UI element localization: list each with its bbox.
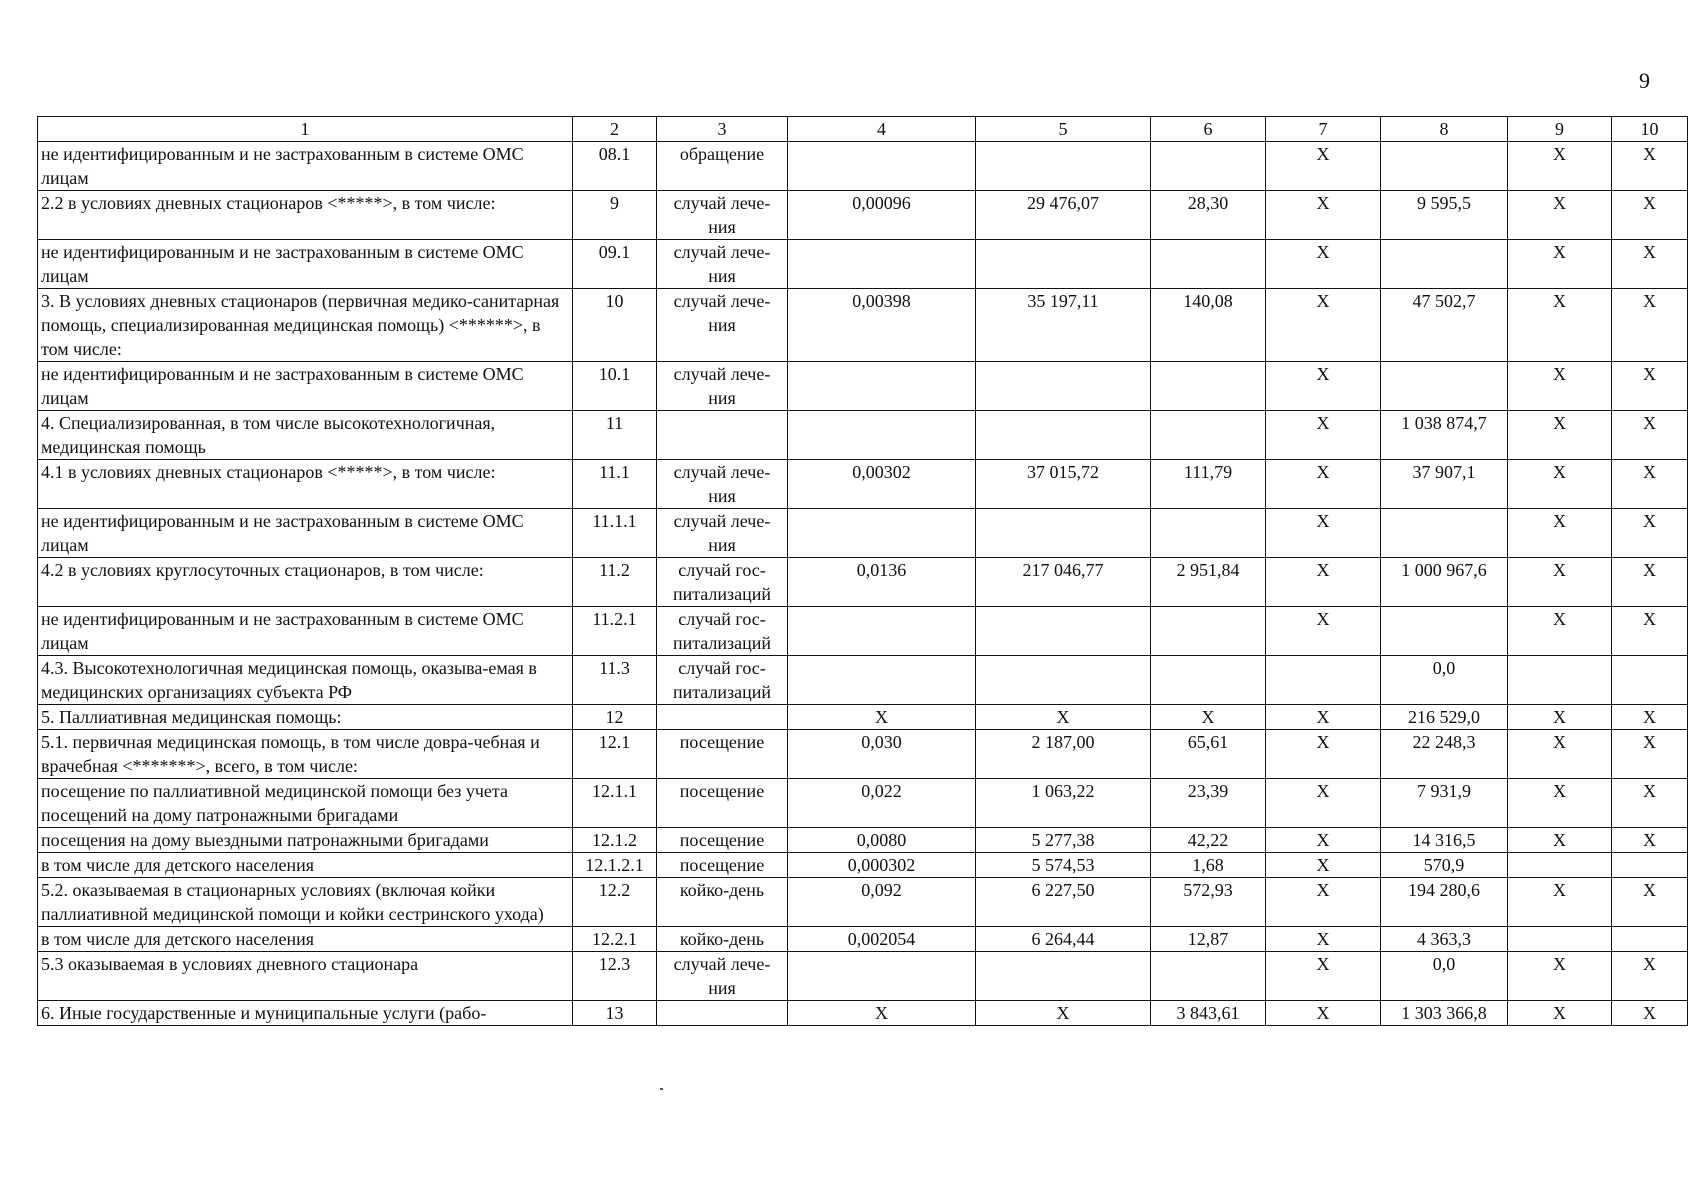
value-cell-4 <box>788 240 976 289</box>
row-name-cell: не идентифицированным и не застрахованным в системе ОМС лицам <box>38 142 573 191</box>
value-cell-5 <box>976 656 1151 705</box>
header-cell: 1 <box>38 117 573 142</box>
value-cell-6: 23,39 <box>1151 779 1266 828</box>
value-cell-9: X <box>1508 460 1612 509</box>
value-cell-4: 0,0136 <box>788 558 976 607</box>
value-cell-10: X <box>1612 142 1688 191</box>
value-cell-5 <box>976 362 1151 411</box>
header-cell: 3 <box>657 117 788 142</box>
table-header-row <box>38 117 1688 142</box>
row-name-cell: не идентифицированным и не застрахованным в системе ОМС лицам <box>38 240 573 289</box>
value-cell-10 <box>1612 853 1688 878</box>
value-cell-10: X <box>1612 289 1688 362</box>
value-cell-5: 35 197,11 <box>976 289 1151 362</box>
value-cell-9: X <box>1508 509 1612 558</box>
table-row <box>38 142 1688 191</box>
value-cell-10 <box>1612 656 1688 705</box>
value-cell-4 <box>788 952 976 1001</box>
value-cell-4: 0,00302 <box>788 460 976 509</box>
value-cell-4: 0,00398 <box>788 289 976 362</box>
row-code-cell: 9 <box>573 191 657 240</box>
row-unit-cell: случай лече-ния <box>657 362 788 411</box>
value-cell-10: X <box>1612 705 1688 730</box>
value-cell-6: X <box>1151 705 1266 730</box>
value-cell-4 <box>788 509 976 558</box>
value-cell-5: 1 063,22 <box>976 779 1151 828</box>
row-code-cell: 12.2 <box>573 878 657 927</box>
value-cell-9 <box>1508 853 1612 878</box>
value-cell-9: X <box>1508 878 1612 927</box>
value-cell-5: 2 187,00 <box>976 730 1151 779</box>
value-cell-8: 4 363,3 <box>1381 927 1508 952</box>
row-name-cell: посещения на дому выездными патронажными бригадами <box>38 828 573 853</box>
value-cell-7: X <box>1266 362 1381 411</box>
table-row <box>38 779 1688 828</box>
value-cell-4 <box>788 411 976 460</box>
value-cell-7: X <box>1266 558 1381 607</box>
row-code-cell: 11 <box>573 411 657 460</box>
value-cell-4: 0,030 <box>788 730 976 779</box>
value-cell-8: 194 280,6 <box>1381 878 1508 927</box>
table-row <box>38 656 1688 705</box>
value-cell-10: X <box>1612 779 1688 828</box>
value-cell-10: X <box>1612 362 1688 411</box>
row-name-cell: 5. Паллиативная медицинская помощь: <box>38 705 573 730</box>
table-row <box>38 952 1688 1001</box>
header-cell: 9 <box>1508 117 1612 142</box>
value-cell-5: 6 264,44 <box>976 927 1151 952</box>
value-cell-9: X <box>1508 362 1612 411</box>
value-cell-6: 65,61 <box>1151 730 1266 779</box>
value-cell-5 <box>976 142 1151 191</box>
row-code-cell: 11.1.1 <box>573 509 657 558</box>
value-cell-8 <box>1381 509 1508 558</box>
value-cell-8: 7 931,9 <box>1381 779 1508 828</box>
row-unit-cell: случай гос-питализаций <box>657 558 788 607</box>
value-cell-5 <box>976 509 1151 558</box>
header-cell: 8 <box>1381 117 1508 142</box>
row-name-cell: в том числе для детского населения <box>38 853 573 878</box>
value-cell-7: X <box>1266 289 1381 362</box>
value-cell-10: X <box>1612 730 1688 779</box>
value-cell-10: X <box>1612 191 1688 240</box>
value-cell-10: X <box>1612 878 1688 927</box>
value-cell-4: X <box>788 1001 976 1026</box>
value-cell-8: 9 595,5 <box>1381 191 1508 240</box>
value-cell-6: 12,87 <box>1151 927 1266 952</box>
value-cell-8 <box>1381 362 1508 411</box>
value-cell-8: 1 038 874,7 <box>1381 411 1508 460</box>
row-unit-cell: случай гос-питализаций <box>657 656 788 705</box>
header-cell: 10 <box>1612 117 1688 142</box>
row-code-cell: 09.1 <box>573 240 657 289</box>
row-name-cell: 5.1. первичная медицинская помощь, в том числе довра-чебная и врачебная <*******>, всего, в том числе: <box>38 730 573 779</box>
value-cell-7: X <box>1266 240 1381 289</box>
value-cell-7: X <box>1266 191 1381 240</box>
row-name-cell: 4. Специализированная, в том числе высокотехнологичная, медицинская помощь <box>38 411 573 460</box>
table-row <box>38 558 1688 607</box>
value-cell-6: 28,30 <box>1151 191 1266 240</box>
value-cell-9 <box>1508 656 1612 705</box>
row-unit-cell: случай лече-ния <box>657 240 788 289</box>
row-name-cell: 4.3. Высокотехнологичная медицинская помощь, оказыва-емая в медицинских организациях субъекта РФ <box>38 656 573 705</box>
row-name-cell: 5.2. оказываемая в стационарных условиях (включая койки паллиативной медицинской помощи и койки сестринского ухода) <box>38 878 573 927</box>
value-cell-8: 14 316,5 <box>1381 828 1508 853</box>
value-cell-6 <box>1151 656 1266 705</box>
table-row <box>38 460 1688 509</box>
value-cell-7: X <box>1266 730 1381 779</box>
row-code-cell: 12.1.2.1 <box>573 853 657 878</box>
row-name-cell: не идентифицированным и не застрахованным в системе ОМС лицам <box>38 607 573 656</box>
value-cell-8 <box>1381 142 1508 191</box>
value-cell-6 <box>1151 952 1266 1001</box>
value-cell-9: X <box>1508 952 1612 1001</box>
value-cell-6: 140,08 <box>1151 289 1266 362</box>
value-cell-10: X <box>1612 952 1688 1001</box>
row-name-cell: 4.2 в условиях круглосуточных стационаров, в том числе: <box>38 558 573 607</box>
value-cell-9: X <box>1508 1001 1612 1026</box>
table-row <box>38 240 1688 289</box>
value-cell-6 <box>1151 362 1266 411</box>
row-name-cell: 3. В условиях дневных стационаров (первичная медико-санитарная помощь, специализированная медицинская помощь) <******>, в том числе: <box>38 289 573 362</box>
table-row <box>38 730 1688 779</box>
value-cell-10: X <box>1612 828 1688 853</box>
row-code-cell: 12.1.2 <box>573 828 657 853</box>
value-cell-9: X <box>1508 558 1612 607</box>
table-row <box>38 362 1688 411</box>
scan-speck <box>660 1088 663 1090</box>
value-cell-6: 111,79 <box>1151 460 1266 509</box>
row-name-cell: 4.1 в условиях дневных стационаров <*****>, в том числе: <box>38 460 573 509</box>
value-cell-10: X <box>1612 558 1688 607</box>
value-cell-10: X <box>1612 240 1688 289</box>
row-name-cell: не идентифицированным и не застрахованным в системе ОМС лицам <box>38 362 573 411</box>
value-cell-8: 0,0 <box>1381 656 1508 705</box>
value-cell-8: 1 000 967,6 <box>1381 558 1508 607</box>
value-cell-5: 5 277,38 <box>976 828 1151 853</box>
value-cell-8: 570,9 <box>1381 853 1508 878</box>
value-cell-7: X <box>1266 607 1381 656</box>
header-cell: 6 <box>1151 117 1266 142</box>
value-cell-9: X <box>1508 191 1612 240</box>
value-cell-8: 22 248,3 <box>1381 730 1508 779</box>
row-code-cell: 11.2 <box>573 558 657 607</box>
header-cell: 2 <box>573 117 657 142</box>
value-cell-6 <box>1151 509 1266 558</box>
value-cell-6: 2 951,84 <box>1151 558 1266 607</box>
value-cell-4: 0,002054 <box>788 927 976 952</box>
value-cell-6 <box>1151 411 1266 460</box>
row-code-cell: 10 <box>573 289 657 362</box>
row-unit-cell: посещение <box>657 779 788 828</box>
header-cell: 7 <box>1266 117 1381 142</box>
value-cell-5: 217 046,77 <box>976 558 1151 607</box>
value-cell-9: X <box>1508 411 1612 460</box>
row-code-cell: 12.1.1 <box>573 779 657 828</box>
value-cell-9 <box>1508 927 1612 952</box>
row-unit-cell: посещение <box>657 828 788 853</box>
table-row <box>38 828 1688 853</box>
row-name-cell: 2.2 в условиях дневных стационаров <*****>, в том числе: <box>38 191 573 240</box>
value-cell-5 <box>976 411 1151 460</box>
value-cell-4: 0,092 <box>788 878 976 927</box>
value-cell-7: X <box>1266 705 1381 730</box>
value-cell-4: 0,000302 <box>788 853 976 878</box>
value-cell-6: 572,93 <box>1151 878 1266 927</box>
value-cell-4 <box>788 607 976 656</box>
value-cell-4 <box>788 142 976 191</box>
table-row <box>38 289 1688 362</box>
value-cell-7: X <box>1266 952 1381 1001</box>
table-row <box>38 878 1688 927</box>
row-code-cell: 11.2.1 <box>573 607 657 656</box>
row-unit-cell: случай гос-питализаций <box>657 607 788 656</box>
page-number: 9 <box>1639 68 1650 93</box>
header-cell: 5 <box>976 117 1151 142</box>
value-cell-6 <box>1151 240 1266 289</box>
value-cell-7: X <box>1266 927 1381 952</box>
row-code-cell: 12.1 <box>573 730 657 779</box>
value-cell-6 <box>1151 607 1266 656</box>
value-cell-7 <box>1266 656 1381 705</box>
row-unit-cell <box>657 1001 788 1026</box>
value-cell-6: 3 843,61 <box>1151 1001 1266 1026</box>
value-cell-9: X <box>1508 730 1612 779</box>
value-cell-7: X <box>1266 828 1381 853</box>
value-cell-5: 5 574,53 <box>976 853 1151 878</box>
row-code-cell: 08.1 <box>573 142 657 191</box>
row-unit-cell: случай лече-ния <box>657 509 788 558</box>
row-name-cell: 5.3 оказываемая в условиях дневного стационара <box>38 952 573 1001</box>
value-cell-10: X <box>1612 509 1688 558</box>
value-cell-4 <box>788 362 976 411</box>
table-row <box>38 607 1688 656</box>
row-code-cell: 12.2.1 <box>573 927 657 952</box>
value-cell-5 <box>976 240 1151 289</box>
row-unit-cell: посещение <box>657 853 788 878</box>
value-cell-7: X <box>1266 1001 1381 1026</box>
value-cell-7: X <box>1266 878 1381 927</box>
row-name-cell: посещение по паллиативной медицинской помощи без учета посещений на дому патронажными бригадами <box>38 779 573 828</box>
value-cell-8 <box>1381 607 1508 656</box>
value-cell-9: X <box>1508 289 1612 362</box>
value-cell-8: 47 502,7 <box>1381 289 1508 362</box>
value-cell-9: X <box>1508 779 1612 828</box>
value-cell-8: 37 907,1 <box>1381 460 1508 509</box>
row-code-cell: 11.1 <box>573 460 657 509</box>
row-code-cell: 12.3 <box>573 952 657 1001</box>
value-cell-10 <box>1612 927 1688 952</box>
table-row <box>38 1001 1688 1026</box>
value-cell-5: 37 015,72 <box>976 460 1151 509</box>
value-cell-7: X <box>1266 509 1381 558</box>
row-unit-cell: случай лече-ния <box>657 289 788 362</box>
row-unit-cell: случай лече-ния <box>657 952 788 1001</box>
data-table <box>37 116 1688 1026</box>
table-row <box>38 927 1688 952</box>
value-cell-5: 29 476,07 <box>976 191 1151 240</box>
row-code-cell: 11.3 <box>573 656 657 705</box>
row-unit-cell: случай лече-ния <box>657 460 788 509</box>
value-cell-9: X <box>1508 240 1612 289</box>
table-body <box>38 117 1688 1026</box>
value-cell-10: X <box>1612 460 1688 509</box>
value-cell-5 <box>976 952 1151 1001</box>
table-row <box>38 705 1688 730</box>
value-cell-5 <box>976 607 1151 656</box>
value-cell-4: 0,00096 <box>788 191 976 240</box>
row-name-cell: в том числе для детского населения <box>38 927 573 952</box>
row-unit-cell: случай лече-ния <box>657 191 788 240</box>
table-row <box>38 191 1688 240</box>
row-name-cell: не идентифицированным и не застрахованным в системе ОМС лицам <box>38 509 573 558</box>
value-cell-9: X <box>1508 705 1612 730</box>
value-cell-7: X <box>1266 779 1381 828</box>
value-cell-5: X <box>976 1001 1151 1026</box>
value-cell-7: X <box>1266 411 1381 460</box>
value-cell-4: 0,022 <box>788 779 976 828</box>
row-name-cell: 6. Иные государственные и муниципальные услуги (рабо- <box>38 1001 573 1026</box>
value-cell-7: X <box>1266 853 1381 878</box>
table-row <box>38 411 1688 460</box>
value-cell-8: 1 303 366,8 <box>1381 1001 1508 1026</box>
row-unit-cell <box>657 705 788 730</box>
value-cell-8: 0,0 <box>1381 952 1508 1001</box>
value-cell-4 <box>788 656 976 705</box>
value-cell-4: X <box>788 705 976 730</box>
value-cell-9: X <box>1508 828 1612 853</box>
value-cell-9: X <box>1508 142 1612 191</box>
value-cell-8 <box>1381 240 1508 289</box>
value-cell-10: X <box>1612 607 1688 656</box>
value-cell-5: X <box>976 705 1151 730</box>
value-cell-9: X <box>1508 607 1612 656</box>
row-unit-cell: посещение <box>657 730 788 779</box>
value-cell-6 <box>1151 142 1266 191</box>
row-code-cell: 13 <box>573 1001 657 1026</box>
value-cell-4: 0,0080 <box>788 828 976 853</box>
value-cell-8: 216 529,0 <box>1381 705 1508 730</box>
row-unit-cell: обращение <box>657 142 788 191</box>
value-cell-10: X <box>1612 1001 1688 1026</box>
row-code-cell: 12 <box>573 705 657 730</box>
value-cell-7: X <box>1266 142 1381 191</box>
value-cell-6: 42,22 <box>1151 828 1266 853</box>
row-unit-cell: койко-день <box>657 878 788 927</box>
row-unit-cell: койко-день <box>657 927 788 952</box>
value-cell-7: X <box>1266 460 1381 509</box>
value-cell-6: 1,68 <box>1151 853 1266 878</box>
value-cell-10: X <box>1612 411 1688 460</box>
value-cell-5: 6 227,50 <box>976 878 1151 927</box>
row-unit-cell <box>657 411 788 460</box>
table-row <box>38 509 1688 558</box>
header-cell: 4 <box>788 117 976 142</box>
row-code-cell: 10.1 <box>573 362 657 411</box>
table-row <box>38 853 1688 878</box>
